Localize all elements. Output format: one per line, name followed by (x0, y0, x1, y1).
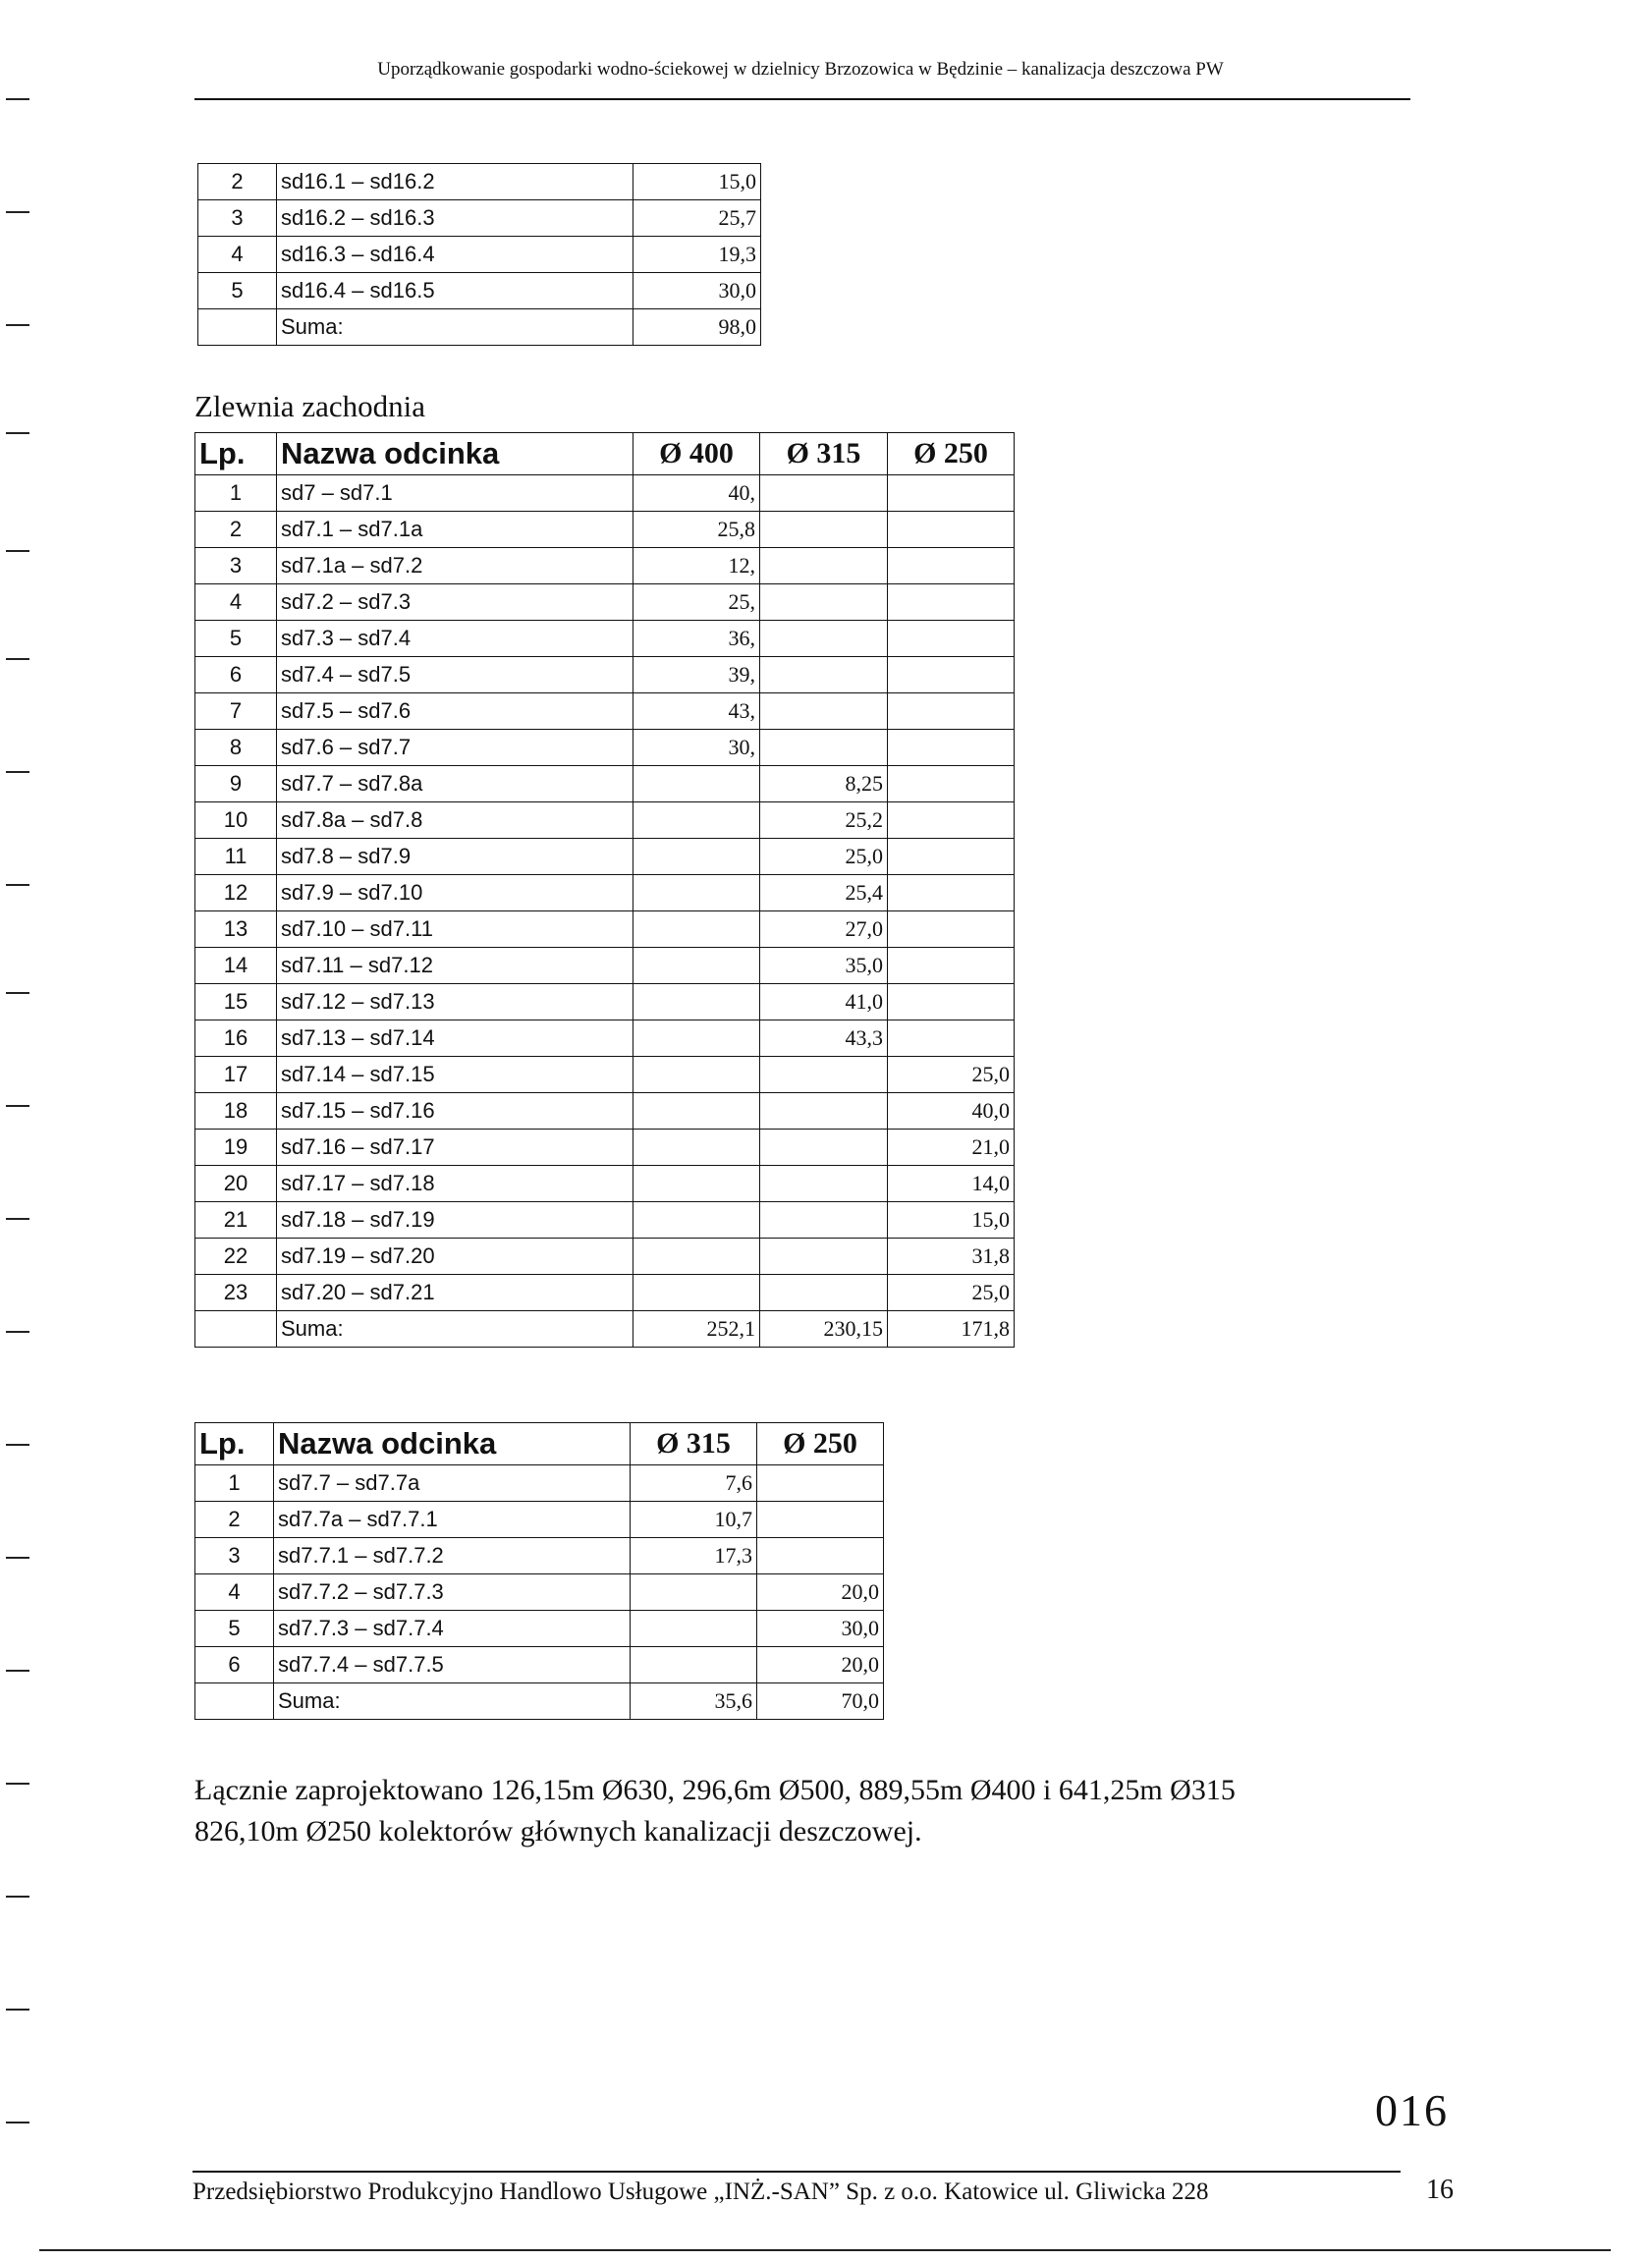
row-d315 (760, 584, 888, 621)
row-name: sd7.6 – sd7.7 (277, 730, 633, 766)
row-lp: 4 (195, 1574, 274, 1611)
row-length: 19,3 (633, 237, 761, 273)
row-lp: 12 (195, 875, 277, 911)
row-d315 (760, 730, 888, 766)
row-lp: 11 (195, 839, 277, 875)
row-d315 (760, 693, 888, 730)
row-lp: 23 (195, 1275, 277, 1311)
row-d250 (757, 1502, 884, 1538)
header-d315: Ø 315 (760, 433, 888, 475)
scan-margin-mark (6, 211, 29, 213)
row-d315: 43,3 (760, 1020, 888, 1057)
row-name: sd7.16 – sd7.17 (277, 1130, 633, 1166)
row-lp: 7 (195, 693, 277, 730)
table-sd7-7 (194, 1422, 884, 1720)
row-name: sd7.13 – sd7.14 (277, 1020, 633, 1057)
row-d250: 15,0 (888, 1202, 1015, 1239)
table-row (195, 1538, 884, 1574)
row-d250 (888, 475, 1015, 512)
sum-d315: 35,6 (631, 1683, 757, 1720)
row-d400 (633, 1202, 760, 1239)
header-d250: Ø 250 (888, 433, 1015, 475)
row-d400 (633, 802, 760, 839)
row-d315 (631, 1574, 757, 1611)
scan-margin-mark (6, 771, 29, 773)
header-name: Nazwa odcinka (274, 1423, 631, 1465)
row-name: sd7.7.4 – sd7.7.5 (274, 1647, 631, 1683)
row-d250 (888, 766, 1015, 802)
row-name: sd7 – sd7.1 (277, 475, 633, 512)
row-d250 (888, 548, 1015, 584)
table-row (195, 693, 1015, 730)
row-d315 (631, 1611, 757, 1647)
row-d250: 31,8 (888, 1239, 1015, 1275)
row-length: 25,7 (633, 200, 761, 237)
row-d400: 43, (633, 693, 760, 730)
table-row (195, 1130, 1015, 1166)
row-d315: 25,0 (760, 839, 888, 875)
sum-empty (195, 1683, 274, 1720)
row-d250: 20,0 (757, 1574, 884, 1611)
row-d250: 21,0 (888, 1130, 1015, 1166)
scan-margin-mark (6, 1218, 29, 1220)
row-lp: 1 (195, 1465, 274, 1502)
table-row (198, 237, 761, 273)
row-name: sd16.2 – sd16.3 (277, 200, 633, 237)
row-lp: 19 (195, 1130, 277, 1166)
row-lp: 10 (195, 802, 277, 839)
row-name: sd7.9 – sd7.10 (277, 875, 633, 911)
row-lp: 8 (195, 730, 277, 766)
row-lp: 20 (195, 1166, 277, 1202)
header-d250: Ø 250 (757, 1423, 884, 1465)
sum-row (195, 1683, 884, 1720)
row-d315: 25,4 (760, 875, 888, 911)
row-d250 (888, 657, 1015, 693)
row-lp: 16 (195, 1020, 277, 1057)
row-d250 (888, 621, 1015, 657)
row-d250: 25,0 (888, 1057, 1015, 1093)
sum-empty (195, 1311, 277, 1348)
row-length: 15,0 (633, 164, 761, 200)
row-d250 (888, 1020, 1015, 1057)
row-lp: 5 (195, 621, 277, 657)
table-row (195, 1574, 884, 1611)
row-d315: 17,3 (631, 1538, 757, 1574)
scan-margin-mark (6, 2122, 29, 2123)
table-zlewnia-zachodnia (194, 432, 1015, 1348)
sum-label: Suma: (274, 1683, 631, 1720)
row-lp: 3 (195, 1538, 274, 1574)
row-d250 (888, 802, 1015, 839)
table-row (195, 1275, 1015, 1311)
summary-line-1: Łącznie zaprojektowano 126,15m Ø630, 296,6m Ø500, 889,55m Ø400 i 641,25m Ø315 (194, 1774, 1236, 1806)
row-d400 (633, 984, 760, 1020)
row-d250 (757, 1538, 884, 1574)
row-d250 (888, 911, 1015, 948)
row-d400: 36, (633, 621, 760, 657)
header-name: Nazwa odcinka (277, 433, 633, 475)
row-d315 (760, 1239, 888, 1275)
row-name: sd7.8a – sd7.8 (277, 802, 633, 839)
row-d250: 14,0 (888, 1166, 1015, 1202)
row-d315 (760, 512, 888, 548)
scan-margin-mark (6, 98, 29, 100)
row-d250 (888, 693, 1015, 730)
row-name: sd7.10 – sd7.11 (277, 911, 633, 948)
table-row (195, 948, 1015, 984)
row-lp: 2 (195, 512, 277, 548)
row-d400 (633, 1166, 760, 1202)
row-lp: 2 (198, 164, 277, 200)
row-d250 (888, 730, 1015, 766)
scan-bottom-line (39, 2249, 1611, 2251)
row-name: sd7.11 – sd7.12 (277, 948, 633, 984)
row-lp: 5 (195, 1611, 274, 1647)
row-d400 (633, 1275, 760, 1311)
row-d315: 35,0 (760, 948, 888, 984)
table-row (195, 802, 1015, 839)
row-d400 (633, 1239, 760, 1275)
table-row (195, 1020, 1015, 1057)
row-d250 (888, 839, 1015, 875)
row-d315 (760, 621, 888, 657)
row-d315 (760, 548, 888, 584)
scan-margin-mark (6, 2009, 29, 2011)
row-d400: 30, (633, 730, 760, 766)
row-lp: 1 (195, 475, 277, 512)
table-row (198, 273, 761, 309)
table-header-row (195, 433, 1015, 475)
sum-label: Suma: (277, 309, 633, 346)
page-number: 16 (1426, 2175, 1454, 2205)
row-d250 (888, 984, 1015, 1020)
scan-margin-mark (6, 884, 29, 886)
sum-label: Suma: (277, 1311, 633, 1348)
table-row (195, 657, 1015, 693)
row-d400: 25, (633, 584, 760, 621)
row-d315 (760, 1130, 888, 1166)
header-lp: Lp. (195, 1423, 274, 1465)
sum-d250: 171,8 (888, 1311, 1015, 1348)
row-d315: 7,6 (631, 1465, 757, 1502)
scan-margin-mark (6, 992, 29, 994)
row-d400 (633, 1093, 760, 1130)
table-row (195, 1502, 884, 1538)
row-name: sd7.3 – sd7.4 (277, 621, 633, 657)
row-name: sd7.1a – sd7.2 (277, 548, 633, 584)
section-heading-zlewnia: Zlewnia zachodnia (194, 389, 425, 423)
table-row (195, 984, 1015, 1020)
row-d315 (760, 1202, 888, 1239)
page-footer: Przedsiębiorstwo Produkcyjno Handlowo Usługowe „INŻ.-SAN” Sp. z o.o. Katowice ul. Gliwicka 228 (193, 2178, 1209, 2205)
scan-margin-mark (6, 1670, 29, 1672)
table-row (195, 1093, 1015, 1130)
row-d250: 40,0 (888, 1093, 1015, 1130)
row-name: sd7.7 – sd7.7a (274, 1465, 631, 1502)
row-lp: 3 (195, 548, 277, 584)
row-d250 (757, 1465, 884, 1502)
header-d315: Ø 315 (631, 1423, 757, 1465)
row-d315 (760, 1275, 888, 1311)
row-d400: 25,8 (633, 512, 760, 548)
header-lp: Lp. (195, 433, 277, 475)
row-name: sd7.2 – sd7.3 (277, 584, 633, 621)
row-d315 (760, 1057, 888, 1093)
scan-margin-mark (6, 432, 29, 434)
sum-d400: 252,1 (633, 1311, 760, 1348)
table-row (195, 1166, 1015, 1202)
footer-rule (193, 2171, 1401, 2173)
row-name: sd7.7a – sd7.7.1 (274, 1502, 631, 1538)
row-name: sd7.7 – sd7.8a (277, 766, 633, 802)
row-name: sd7.12 – sd7.13 (277, 984, 633, 1020)
scan-margin-mark (6, 1896, 29, 1898)
table-row (198, 164, 761, 200)
row-name: sd7.1 – sd7.1a (277, 512, 633, 548)
row-lp: 13 (195, 911, 277, 948)
row-name: sd7.19 – sd7.20 (277, 1239, 633, 1275)
table-row (195, 1202, 1015, 1239)
row-d400 (633, 766, 760, 802)
table-row (195, 730, 1015, 766)
sum-d315: 230,15 (760, 1311, 888, 1348)
row-lp: 4 (198, 237, 277, 273)
row-name: sd7.17 – sd7.18 (277, 1166, 633, 1202)
table-row (195, 584, 1015, 621)
row-d315 (760, 1166, 888, 1202)
table-row (195, 1465, 884, 1502)
row-length: 30,0 (633, 273, 761, 309)
table-row (195, 1239, 1015, 1275)
table-row (195, 512, 1015, 548)
row-d250: 30,0 (757, 1611, 884, 1647)
table-row (195, 839, 1015, 875)
row-d315: 41,0 (760, 984, 888, 1020)
row-d250 (888, 875, 1015, 911)
row-lp: 5 (198, 273, 277, 309)
row-name: sd7.7.1 – sd7.7.2 (274, 1538, 631, 1574)
row-name: sd7.4 – sd7.5 (277, 657, 633, 693)
row-d315 (760, 1093, 888, 1130)
row-d315: 8,25 (760, 766, 888, 802)
row-name: sd7.8 – sd7.9 (277, 839, 633, 875)
scan-margin-mark (6, 550, 29, 552)
sum-value: 98,0 (633, 309, 761, 346)
row-d315 (760, 475, 888, 512)
row-d315: 10,7 (631, 1502, 757, 1538)
row-d400: 12, (633, 548, 760, 584)
table-row (195, 1057, 1015, 1093)
row-d250 (888, 584, 1015, 621)
row-d250: 25,0 (888, 1275, 1015, 1311)
row-lp: 17 (195, 1057, 277, 1093)
row-d400 (633, 875, 760, 911)
scan-margin-mark (6, 1557, 29, 1559)
row-name: sd7.18 – sd7.19 (277, 1202, 633, 1239)
row-name: sd7.15 – sd7.16 (277, 1093, 633, 1130)
row-lp: 9 (195, 766, 277, 802)
row-name: sd16.4 – sd16.5 (277, 273, 633, 309)
header-rule (194, 98, 1410, 100)
scan-margin-mark (6, 1783, 29, 1785)
row-d400 (633, 1057, 760, 1093)
row-d400: 39, (633, 657, 760, 693)
summary-line-2: 826,10m Ø250 kolektorów głównych kanalizacji deszczowej. (194, 1815, 922, 1847)
row-d250: 20,0 (757, 1647, 884, 1683)
table-row (195, 1611, 884, 1647)
table-row (195, 911, 1015, 948)
table-header-row (195, 1423, 884, 1465)
row-d250 (888, 948, 1015, 984)
row-d315 (760, 657, 888, 693)
table-row (195, 875, 1015, 911)
row-lp: 15 (195, 984, 277, 1020)
table-row (198, 200, 761, 237)
row-lp: 6 (195, 1647, 274, 1683)
scan-margin-mark (6, 1105, 29, 1107)
table-row (195, 475, 1015, 512)
row-lp: 2 (195, 1502, 274, 1538)
row-d400 (633, 1130, 760, 1166)
row-name: sd7.20 – sd7.21 (277, 1275, 633, 1311)
row-lp: 6 (195, 657, 277, 693)
page-stamp-number: 016 (1375, 2085, 1449, 2135)
sum-empty (198, 309, 277, 346)
scan-margin-mark (6, 1331, 29, 1333)
scan-margin-mark (6, 658, 29, 660)
row-lp: 18 (195, 1093, 277, 1130)
row-d315: 25,2 (760, 802, 888, 839)
row-d400 (633, 1020, 760, 1057)
row-d315: 27,0 (760, 911, 888, 948)
table-row (195, 1647, 884, 1683)
row-name: sd7.5 – sd7.6 (277, 693, 633, 730)
page-header: Uporządkowanie gospodarki wodno-ściekowej w dzielnicy Brzozowica w Będzinie – kanalizacja deszczowa PW (377, 59, 1224, 80)
row-lp: 3 (198, 200, 277, 237)
table-sd16 (197, 163, 761, 346)
row-d315 (631, 1647, 757, 1683)
table-row (195, 548, 1015, 584)
table-row (195, 621, 1015, 657)
row-lp: 21 (195, 1202, 277, 1239)
sum-row (195, 1311, 1015, 1348)
scan-margin-mark (6, 324, 29, 326)
table-row (195, 766, 1015, 802)
row-name: sd7.7.2 – sd7.7.3 (274, 1574, 631, 1611)
row-name: sd7.7.3 – sd7.7.4 (274, 1611, 631, 1647)
row-lp: 14 (195, 948, 277, 984)
sum-row (198, 309, 761, 346)
row-name: sd7.14 – sd7.15 (277, 1057, 633, 1093)
summary-paragraph (194, 1770, 1540, 1852)
row-name: sd16.1 – sd16.2 (277, 164, 633, 200)
row-lp: 4 (195, 584, 277, 621)
sum-d250: 70,0 (757, 1683, 884, 1720)
row-d400 (633, 911, 760, 948)
scan-margin-mark (6, 1444, 29, 1446)
row-name: sd16.3 – sd16.4 (277, 237, 633, 273)
row-d400 (633, 839, 760, 875)
row-d250 (888, 512, 1015, 548)
row-d400: 40, (633, 475, 760, 512)
row-d400 (633, 948, 760, 984)
header-d400: Ø 400 (633, 433, 760, 475)
row-lp: 22 (195, 1239, 277, 1275)
